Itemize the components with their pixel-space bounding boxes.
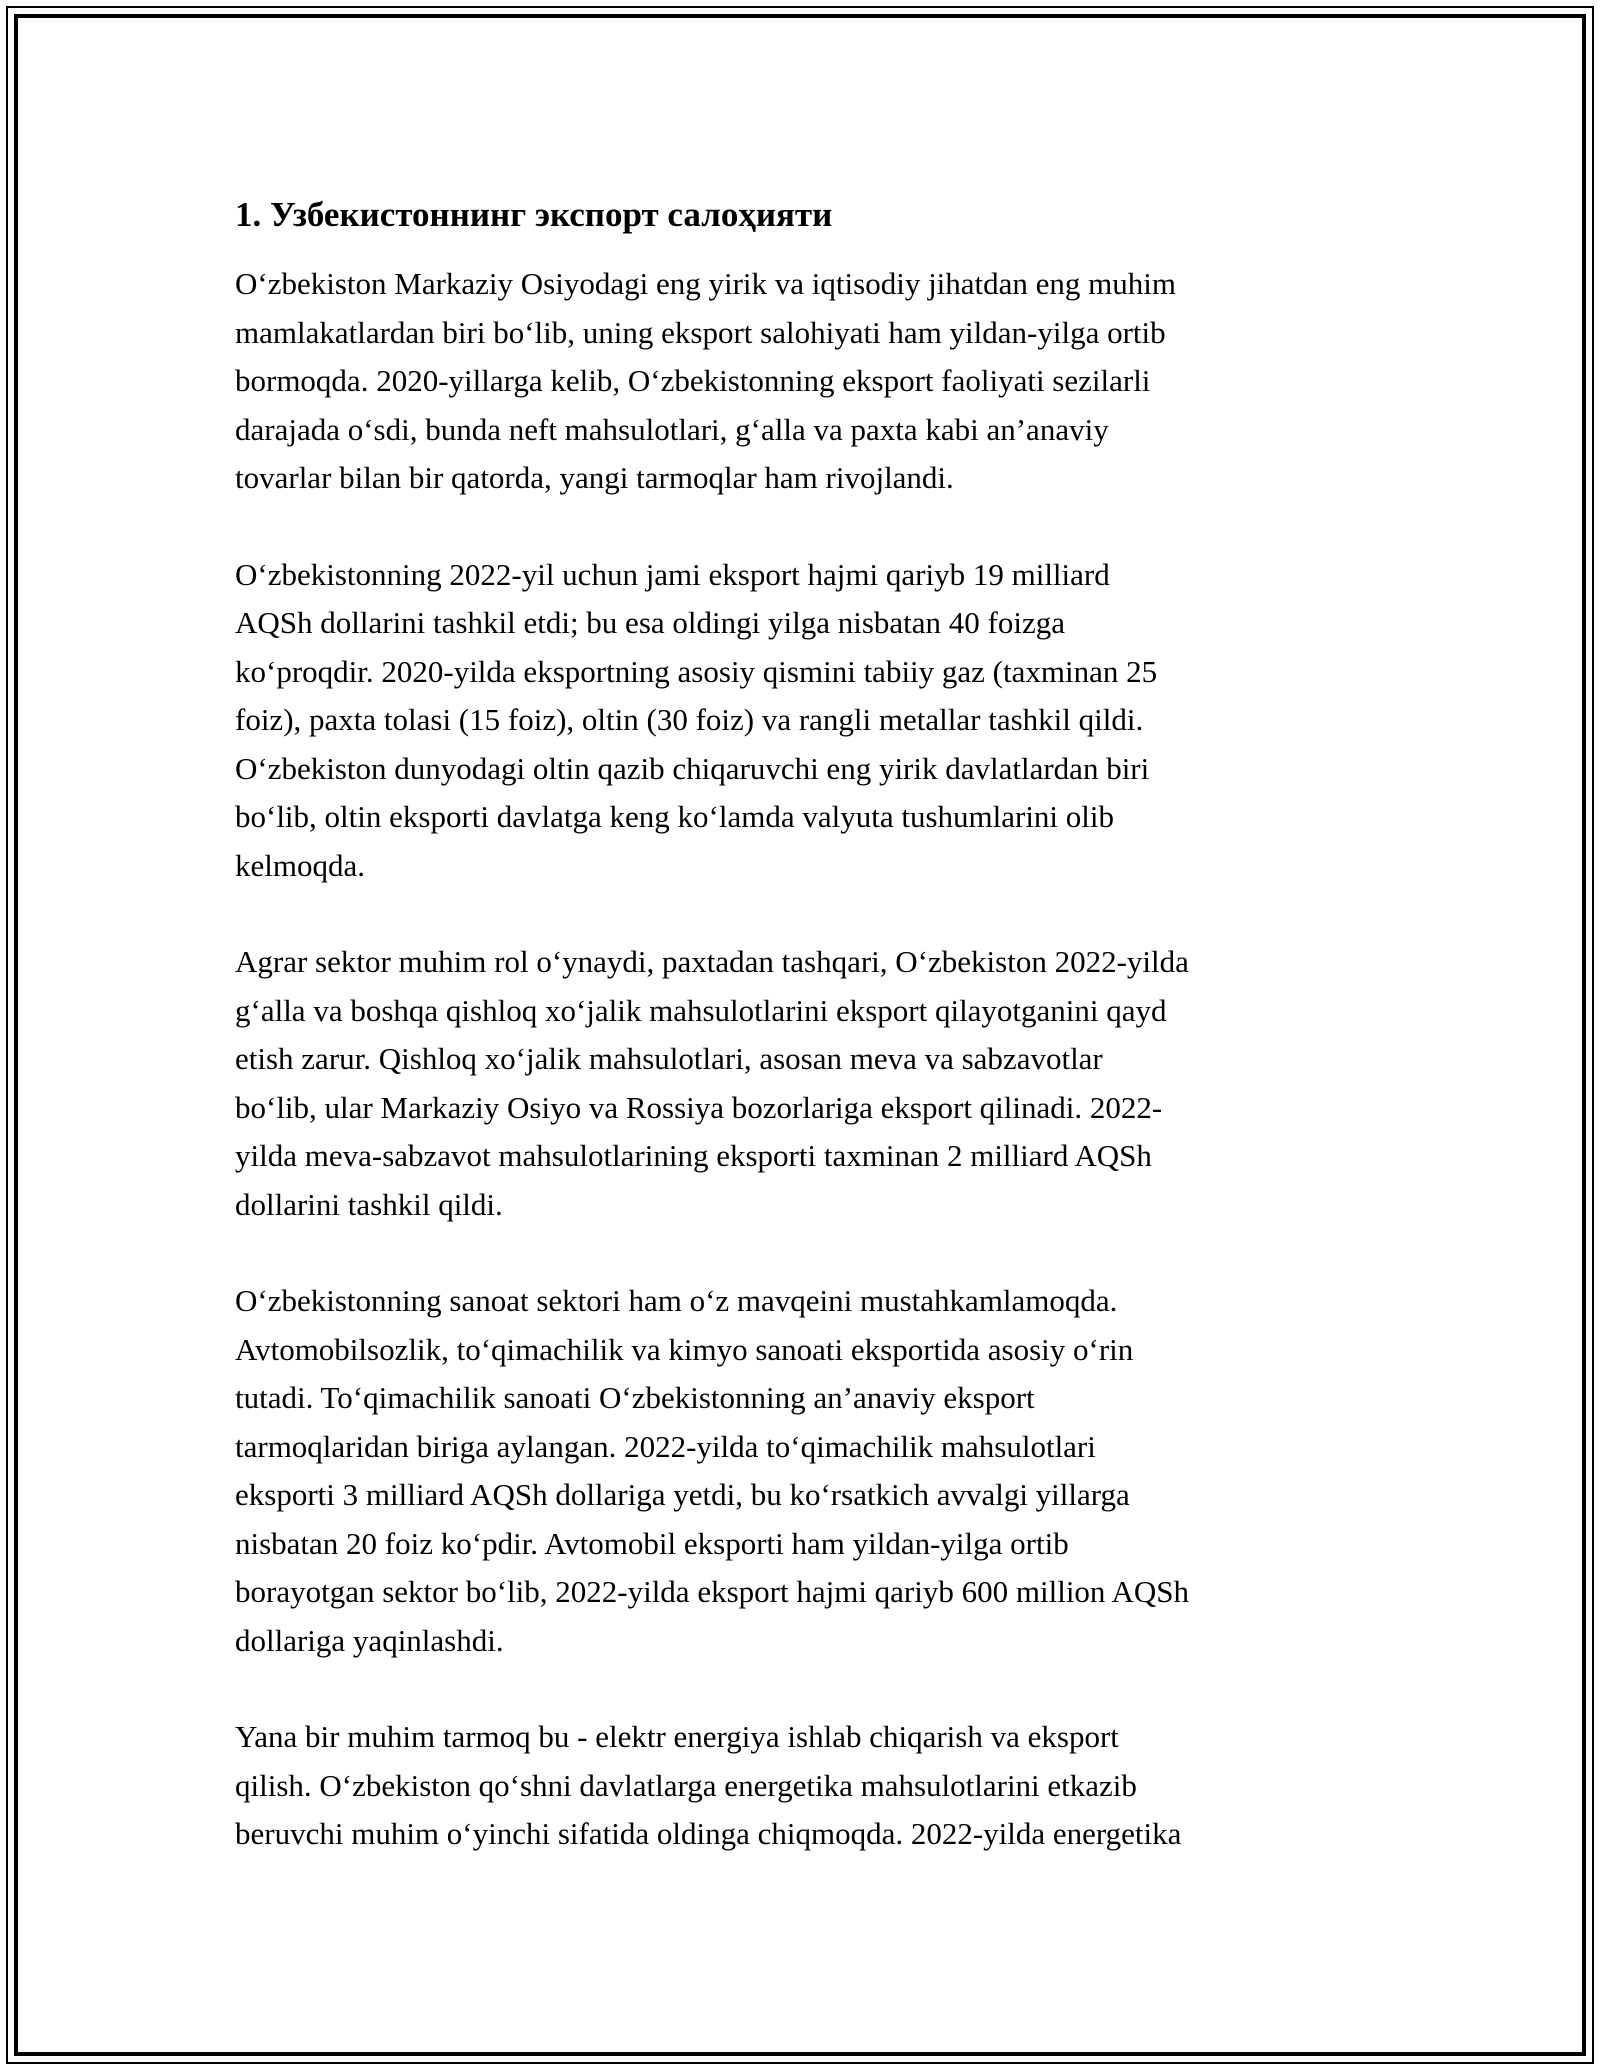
paragraph-2: O‘zbekistonning 2022-yil uchun jami eksport hajmi qariyb 19 milliard AQSh dollarini tashkil etdi; bu esa oldingi yilga nisbatan 40 foizga ko‘proqdir. 2020-yilda eksportning asosiy qismini tabiiy gaz (taxminan 25 foiz), paxta tolasi (15 foiz), oltin (30 foiz) va rangli metallar tashkil qildi. O‘zbekiston dunyodagi oltin qazib chiqaruvchi eng yirik davlatlardan biri bo‘lib, oltin eksporti davlatga keng ko‘lamda valyuta tushumlarini olib kelmoqda. xyxy=(235,556,1158,883)
paragraph-3: Agrar sektor muhim rol o‘ynaydi, paxtadan tashqari, O‘zbekiston 2022-yilda g‘alla va boshqa qishloq xo‘jalik mahsulotlarini eksport qilayotganini qayd etish zarur. Qishloq xo‘jalik mahsulotlari, asosan meva va sabzavotlar bo‘lib, ular Markaziy Osiyo va Rossiya bozorlariga eksport qilinadi. 2022- yilda meva-sabzavot mahsulotlarining eksporti taxminan 2 milliard AQSh dollarini tashkil qildi. xyxy=(235,944,1189,1222)
section-heading: 1. Узбекистоннинг экспорт салоҳияти xyxy=(235,195,833,234)
paragraph-4: O‘zbekistonning sanoat sektori ham o‘z mavqeini mustahkamlamoqda. Avtomobilsozlik, to‘qimachilik va kimyo sanoati eksportida asosiy o‘rin tutadi. To‘qimachilik sanoati O‘zbekistonning an’anaviy eksport tarmoqlaridan biriga aylangan. 2022-yilda to‘qimachilik mahsulotlari eksporti 3 milliard AQSh dollariga yetdi, bu ko‘rsatkich avvalgi yillarga nisbatan 20 foiz ko‘pdir. Avtomobil eksporti ham yildan-yilga ortib borayotgan sektor bo‘lib, 2022-yilda eksport hajmi qariyb 600 million AQSh dollariga yaqinlashdi. xyxy=(235,1283,1189,1658)
paragraph-5: Yana bir muhim tarmoq bu - elektr energiya ishlab chiqarish va eksport qilish. O‘zbekiston qo‘shni davlatlarga energetika mahsulotlarini etkazib beruvchi muhim o‘yinchi sifatida oldinga chiqmoqda. 2022-yilda energetika xyxy=(235,1719,1182,1851)
paragraph-1: O‘zbekiston Markaziy Osiyodagi eng yirik va iqtisodiy jihatdan eng muhim mamlakatlardan biri bo‘lib, uning eksport salohiyati ham yildan-yilga ortib bormoqda. 2020-yillarga kelib, O‘zbekistonning eksport faoliyati sezilarli darajada o‘sdi, bunda neft mahsulotlari, g‘alla va paxta kabi an’anaviy tovarlar bilan bir qatorda, yangi tarmoqlar ham rivojlandi. xyxy=(235,266,1177,495)
document-body xyxy=(235,190,1375,1907)
